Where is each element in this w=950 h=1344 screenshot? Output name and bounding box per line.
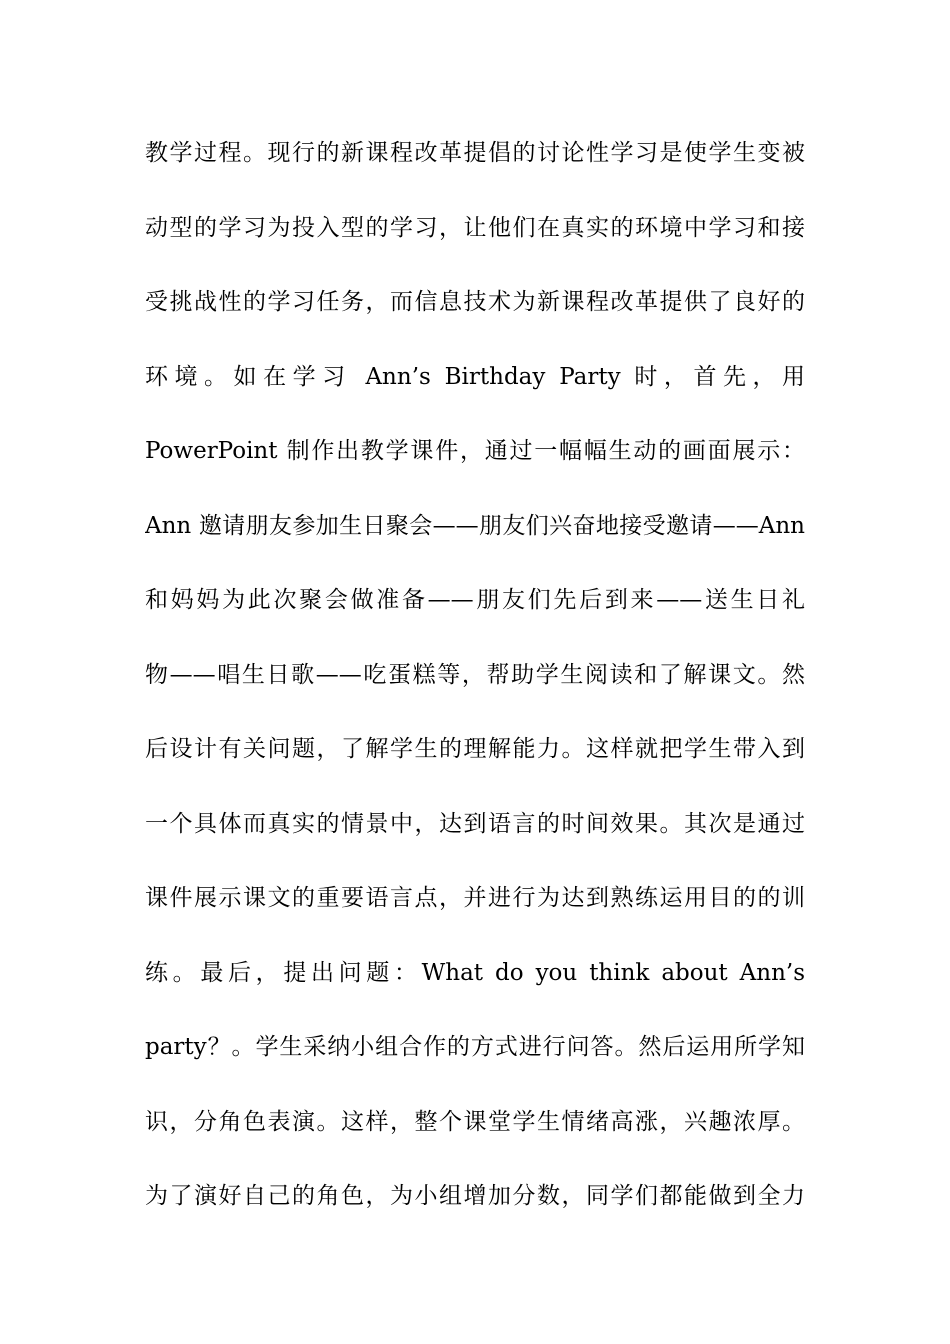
text-line: PowerPoint 制作出教学课件，通过一幅幅生动的画面展示：: [145, 438, 805, 464]
text-line: 物——唱生日歌——吃蛋糕等，帮助学生阅读和了解课文。然: [145, 661, 805, 688]
text-line: 和妈妈为此次聚会做准备——朋友们先后到来——送生日礼: [145, 587, 805, 613]
text-line: 一个具体而真实的情景中，达到语言的时间效果。其次是通过: [145, 810, 805, 837]
text-line: party？。学生采纳小组合作的方式进行问答。然后运用所学知: [145, 1034, 805, 1060]
text-line: 为了演好自己的角色，为小组增加分数，同学们都能做到全力: [145, 1183, 805, 1209]
text-line: 练。最后，提出问题：What do you think about Ann’s: [145, 959, 805, 986]
text-line: 环境。如在学习 Ann’s Birthday Party 时，首先，用: [145, 363, 805, 390]
text-line: Ann 邀请朋友参加生日聚会——朋友们兴奋地接受邀请——Ann: [145, 512, 805, 539]
text-line: 教学过程。现行的新课程改革提倡的讨论性学习是使学生变被: [145, 140, 805, 166]
text-line: 受挑战性的学习任务，而信息技术为新课程改革提供了良好的: [145, 289, 805, 315]
body-text: [145, 128, 805, 1246]
text-line: 课件展示课文的重要语言点，并进行为达到熟练运用目的的训: [145, 885, 805, 911]
text-line: 后设计有关问题，了解学生的理解能力。这样就把学生带入到: [145, 736, 805, 762]
text-line: 识，分角色表演。这样，整个课堂学生情绪高涨，兴趣浓厚。: [145, 1108, 805, 1135]
text-line: 动型的学习为投入型的学习，让他们在真实的环境中学习和接: [145, 214, 805, 241]
